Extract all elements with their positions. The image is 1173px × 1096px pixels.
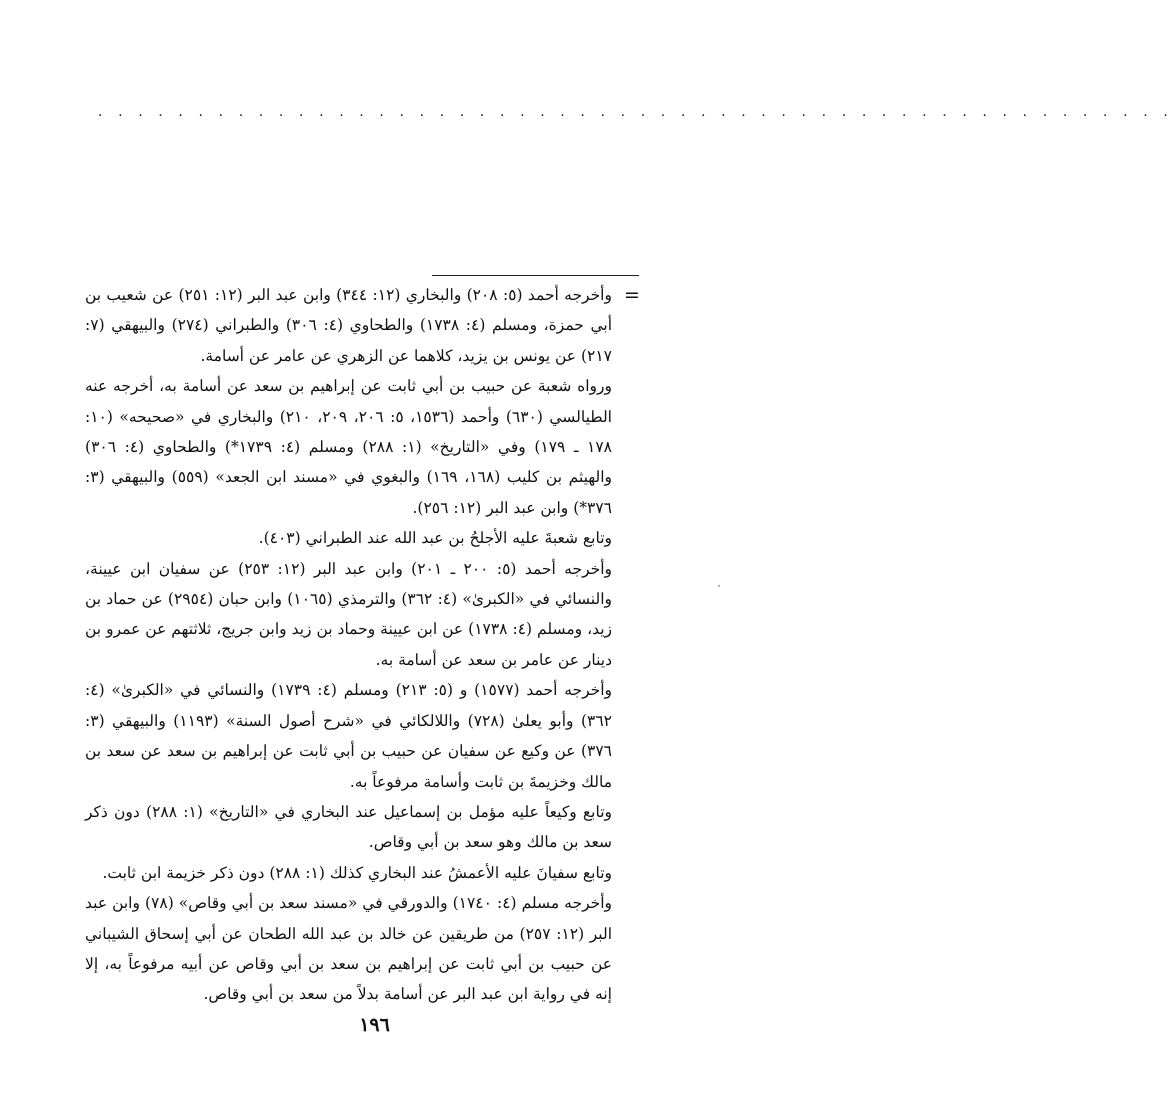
page-number: ١٩٦ bbox=[359, 1014, 390, 1036]
paragraph: وأخرجه أحمد (١٥٧٧) و (٥: ٢١٣) ومسلم (٤: ١٧٣٩) والنسائي في «الكبرىٰ» (٤: ٣٦٢) وأبو يعلىٰ (٧٢٨) واللالكائي في «شرح أصول السنة» (١١٩٣) والبيهقي (٣: ٣٧٦) عن وكيع عن سفيان عن حبيب بن أبي ثابت عن إبراهيم بن سعد عن سعد بن مالك وخزيمةَ بن ثابت وأسامة مرفوعاً به. bbox=[85, 681, 613, 791]
paragraph: وتابع سفيانَ عليه الأعمشُ عند البخاري كذلك (١: ٢٨٨) دون ذكر خزيمة ابن ثابت. bbox=[102, 863, 612, 882]
paragraph: ورواه شعبة عن حبيب بن أبي ثابت عن إبراهيم بن سعد عن أسامة به، أخرجه عنه الطيالسي (٦٣٠) وأحمد (١٥٣٦، ٥: ٢٠٦، ٢٠٩، ٢١٠) والبخاري في «صحيحه» (١٠: ١٧٨ ـ ١٧٩) وفي «التاريخ» (١: ٢٨٨) ومسلم (٤: ١٧٣٩*) والطحاوي (٤: ٣٠٦) والهيثم بن كليب (١٦٨، ١٦٩) والبغوي في «مسند ابن الجعد» (٥٥٩) والبيهقي (٣: ٣٧٦*) وابن عبد البر (١٢: ٢٥٦). bbox=[85, 377, 613, 517]
scan-speck bbox=[718, 585, 720, 587]
continuation-mark: = bbox=[624, 284, 640, 306]
footnote-rule bbox=[432, 275, 639, 276]
paragraph: وتابع وكيعاً عليه مؤمل بن إسماعيل عند البخاري في «التاريخ» (١: ٢٨٨) دون ذكر سعد بن مالك وهو سعد بن أبي وقاص. bbox=[85, 802, 613, 852]
paragraph: وتابع شعبةَ عليه الأجلحُ بن عبد الله عند الطبراني (٤٠٣). bbox=[258, 529, 612, 548]
footnote-text bbox=[85, 280, 612, 1010]
paragraph: وأخرجه أحمد (٥: ٢٠٨) والبخاري (١٢: ٣٤٤) وابن عبد البر (١٢: ٢٥١) عن شعيب بن أبي حمزة، ومسلم (٤: ١٧٣٨) والطحاوي (٤: ٣٠٦) والطبراني (٢٧٤) والبيهقي (٧: ٢١٧) عن يونس بن يزيد، كلاهما عن الزهري عن عامر عن أسامة. bbox=[85, 286, 613, 365]
paragraph: وأخرجه أحمد (٥: ٢٠٠ ـ ٢٠١) وابن عبد البر (١٢: ٢٥٣) عن سفيان ابن عيينة، والنسائي في «الكبرىٰ» (٤: ٣٦٢) والترمذي (١٠٦٥) وابن حبان (٢٩٥٤) عن حماد بن زيد، ومسلم (٤: ١٧٣٨) عن ابن عيينة وحماد بن زيد وابن جريج، ثلاثتهم عن عمرو بن دينار عن عامر بن سعد عن أسامة به. bbox=[85, 559, 613, 669]
section-separator-dots: . . . . . . . . . . . . . . . . . . . . . . . . . . . . . . . . . . . . . . . . . . . . . . . . . . . . . . bbox=[98, 104, 1173, 120]
paragraph: وأخرجه مسلم (٤: ١٧٤٠) والدورقي في «مسند سعد بن أبي وقاص» (٧٨) وابن عبد البر (١٢: ٢٥٧) من طريقين عن خالد بن عبد الله الطحان عن أبي إسحاق الشيباني عن حبيب بن أبي ثابت عن إبراهيم بن سعد بن أبي وقاص عن أبيه مرفوعاً به، إلا إنه في رواية ابن عبد البر عن أسامة بدلاً من سعد بن أبي وقاص. bbox=[85, 894, 613, 1004]
